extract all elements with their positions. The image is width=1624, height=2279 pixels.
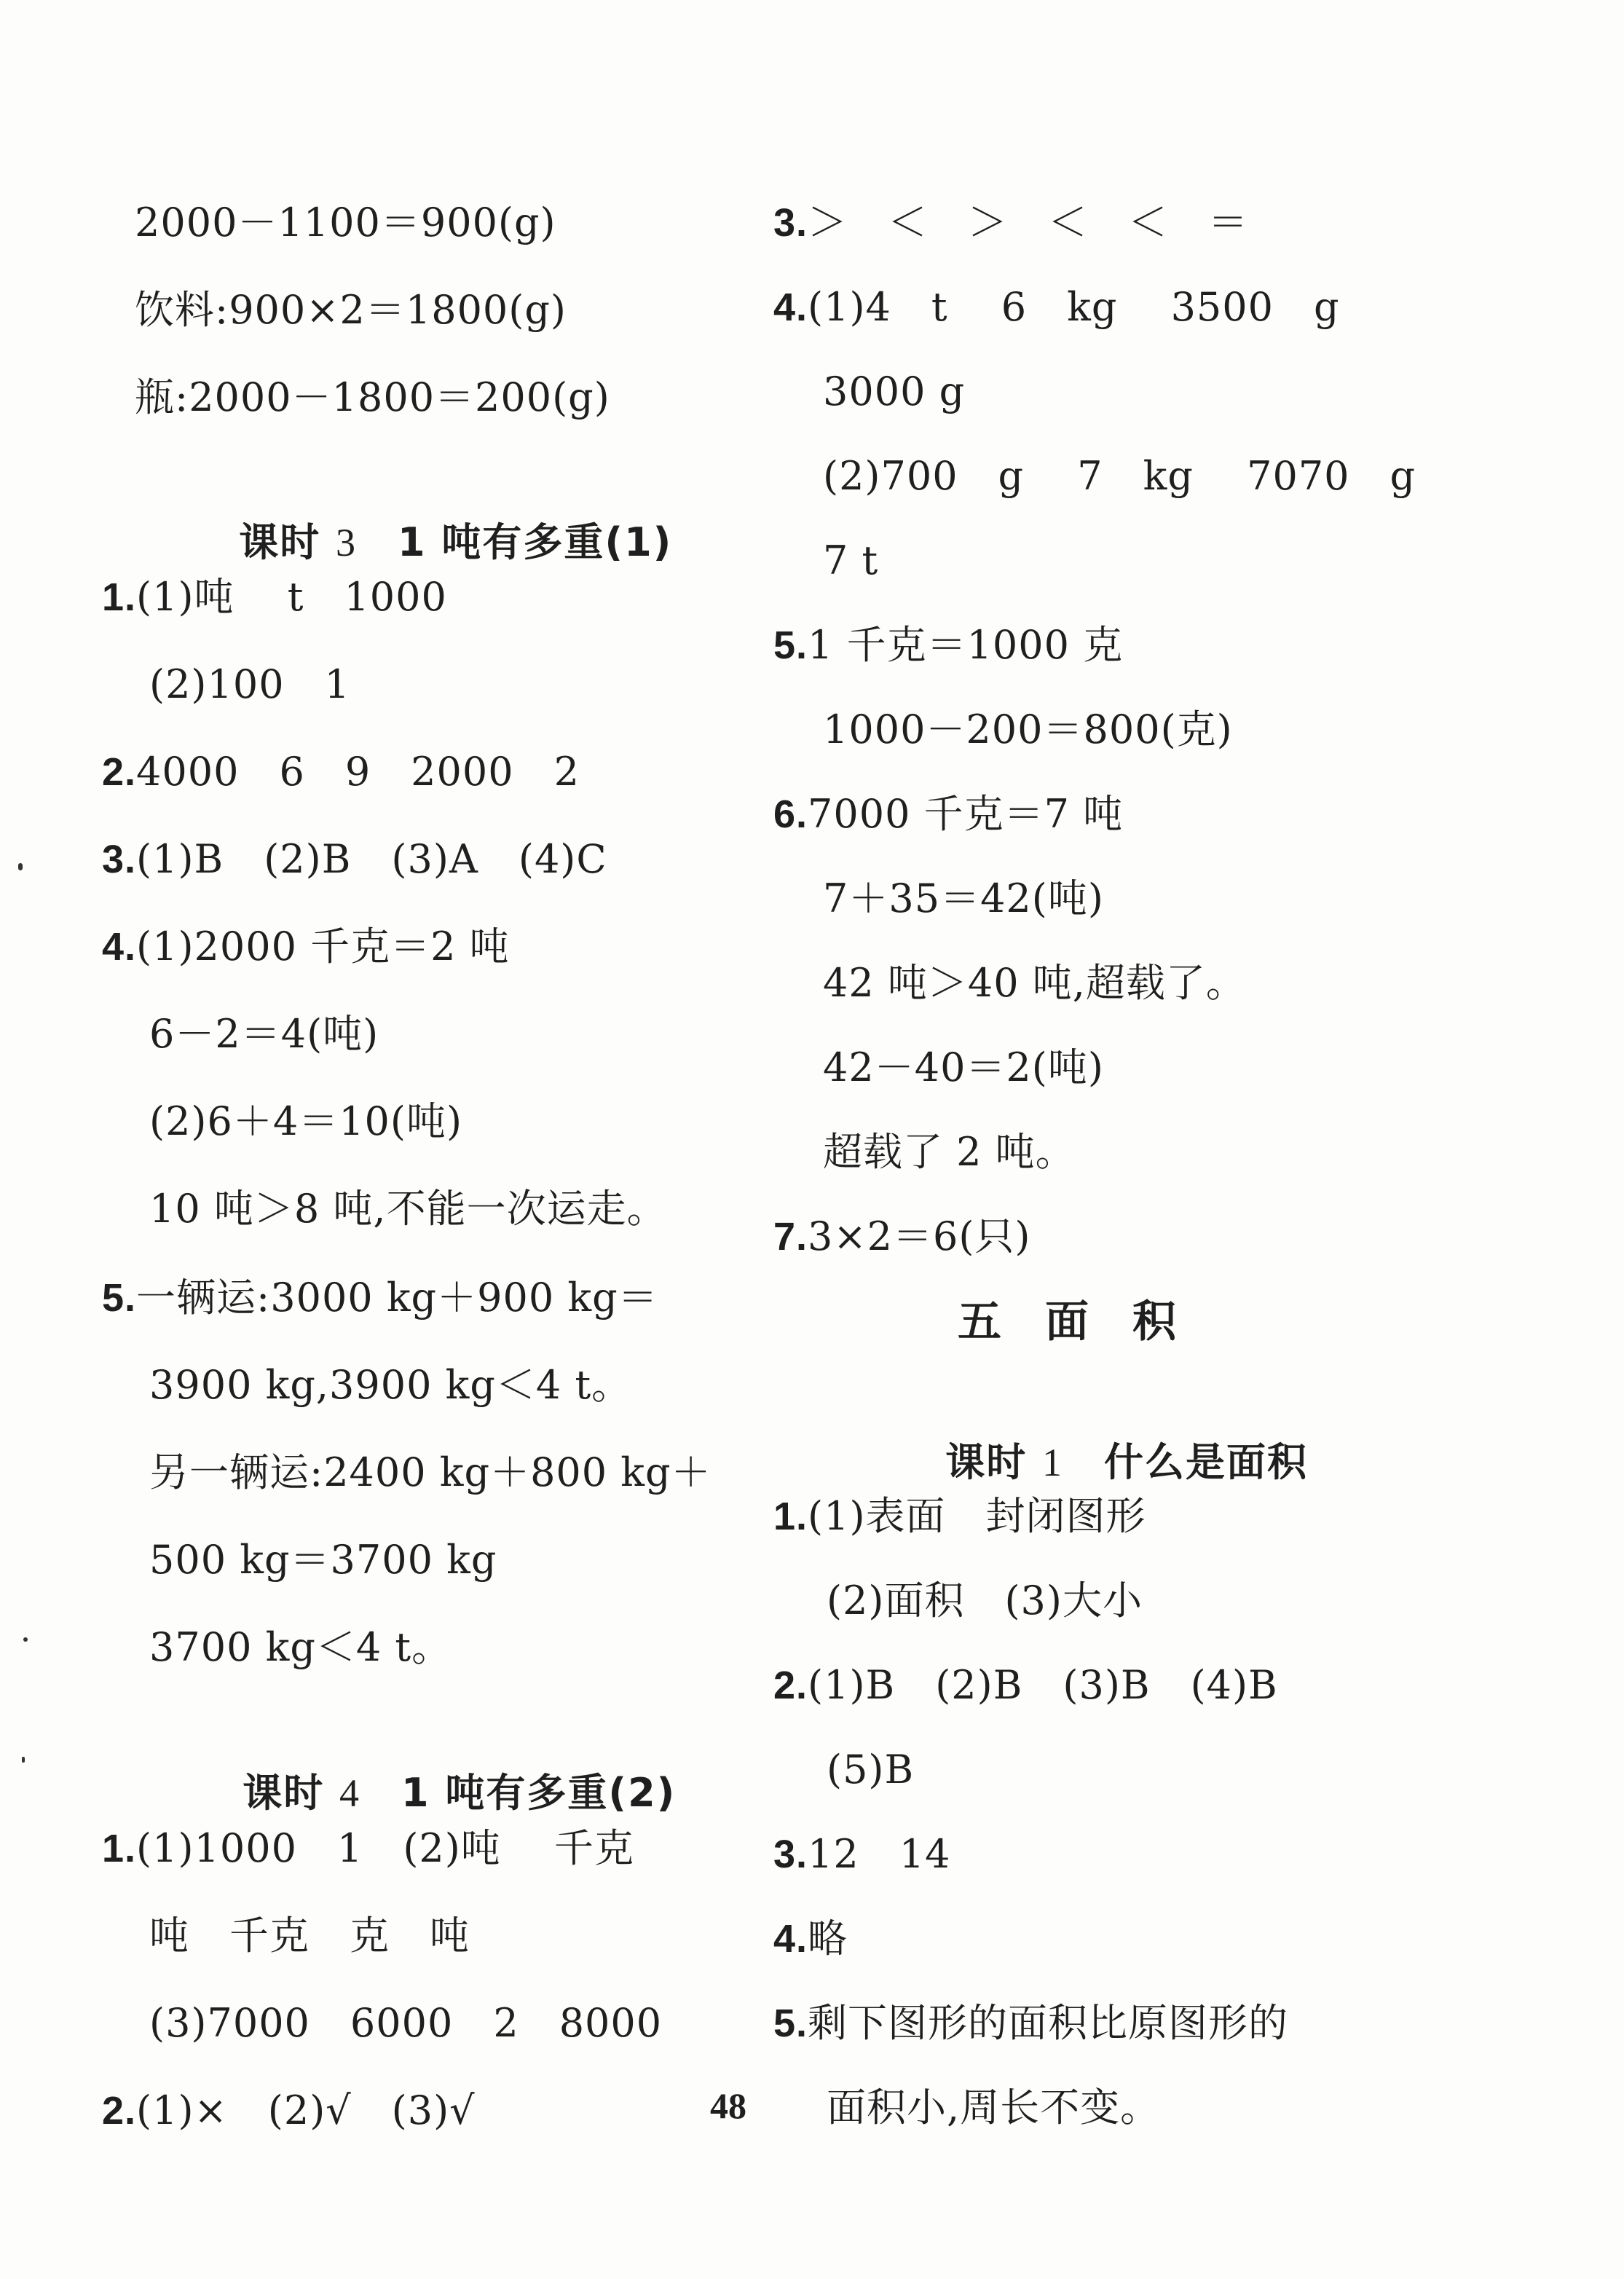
lesson-title: 什么是面积	[1104, 1439, 1309, 1485]
answer-line: 500 kg＝3700 kg	[149, 1537, 497, 1583]
scan-speck	[18, 863, 23, 870]
question-item	[773, 1215, 1031, 1259]
question-answer: 4000 6 9 2000 2	[136, 749, 580, 795]
question-number: 4.	[102, 925, 137, 969]
lesson-number: 1	[1042, 1441, 1064, 1484]
lesson-number: 4	[339, 1771, 361, 1815]
question-answer: (1)4 t 6 kg 3500 g	[808, 284, 1340, 330]
question-answer: (1)1000 1 (2)吨 千克	[136, 1825, 634, 1871]
question-item	[773, 2001, 1288, 2045]
question-item	[773, 1495, 1146, 1538]
answer-line: 超载了 2 吨。	[823, 1129, 1076, 1175]
question-answer: 3×2＝6(只)	[808, 1213, 1031, 1259]
question-answer: (1)B (2)B (3)A (4)C	[136, 836, 607, 882]
question-item	[102, 750, 580, 794]
question-item	[102, 925, 510, 969]
lesson-label: 课时	[239, 519, 321, 565]
answer-line: 2000－1100＝900(g)	[135, 200, 556, 245]
question-number: 3.	[102, 838, 137, 881]
question-number: 4.	[773, 1917, 808, 1961]
question-item	[102, 1276, 658, 1320]
answer-line: 吨 千克 克 吨	[149, 1913, 470, 1959]
question-number: 2.	[773, 1664, 808, 1707]
question-number: 3.	[773, 1833, 808, 1876]
question-number: 4.	[773, 286, 808, 329]
question-answer: 一辆运:3000 kg＋900 kg＝	[136, 1275, 658, 1320]
question-number: 5.	[773, 623, 808, 667]
question-number: 1.	[102, 575, 137, 619]
question-item	[773, 201, 1248, 245]
question-answer: (1)表面 封闭图形	[808, 1493, 1146, 1539]
question-number: 6.	[773, 792, 808, 836]
question-item	[102, 2089, 476, 2133]
answer-line: (2)6＋4＝10(吨)	[149, 1098, 463, 1144]
question-answer: (1)B (2)B (3)B (4)B	[808, 1662, 1278, 1708]
lesson-label: 课时	[945, 1439, 1028, 1485]
answer-line: 6－2＝4(吨)	[149, 1011, 379, 1057]
question-number: 5.	[773, 2001, 808, 2045]
answer-line: 瓶:2000－1800＝200(g)	[135, 374, 610, 420]
question-number: 1.	[102, 1827, 137, 1870]
question-item	[773, 286, 1340, 329]
answer-line: 7＋35＝42(吨)	[823, 875, 1104, 921]
question-number: 2.	[102, 750, 137, 794]
question-number: 1.	[773, 1495, 808, 1538]
answer-line: 42－40＝2(吨)	[823, 1044, 1104, 1090]
question-answer: (1)2000 千克＝2 吨	[136, 924, 510, 969]
answer-line: 7 t	[823, 538, 879, 583]
page-number: 48	[710, 2085, 746, 2126]
question-answer: 略	[808, 1916, 848, 1961]
answer-line: 3700 kg＜4 t。	[149, 1624, 452, 1670]
question-item	[102, 1827, 634, 1870]
lesson-label: 课时	[243, 1770, 325, 1816]
question-number: 2.	[102, 2089, 137, 2133]
question-answer: 1 千克＝1000 克	[808, 622, 1124, 668]
unit-title: 五面积	[958, 1296, 1220, 1347]
question-item	[773, 623, 1123, 667]
lesson-title: 1 吨有多重(1)	[398, 519, 673, 565]
answer-line: 42 吨＞40 吨,超载了。	[823, 960, 1246, 1006]
question-item	[102, 838, 607, 881]
question-number: 5.	[102, 1276, 137, 1320]
lesson-title: 1 吨有多重(2)	[401, 1770, 677, 1816]
question-item	[773, 1664, 1278, 1707]
answer-line: 10 吨＞8 吨,不能一次运走。	[149, 1186, 667, 1232]
question-number: 7.	[773, 1215, 808, 1259]
lesson-number: 3	[336, 521, 358, 564]
answer-line: 面积小,周长不变。	[827, 2085, 1161, 2130]
answer-line: 3000 g	[823, 369, 966, 414]
question-answer: (1)× (2)√ (3)√	[136, 2087, 476, 2133]
answer-line: 3900 kg,3900 kg＜4 t。	[149, 1362, 632, 1408]
question-item	[773, 792, 1123, 836]
question-answer: 12 14	[808, 1831, 951, 1877]
question-number: 3.	[773, 201, 808, 245]
answer-line: 另一辆运:2400 kg＋800 kg＋	[149, 1449, 712, 1495]
answer-line: (5)B	[827, 1747, 915, 1792]
answer-line: (2)700 g 7 kg 7070 g	[823, 453, 1416, 499]
answer-line: (2)100 1	[149, 661, 350, 707]
scan-speck	[23, 1637, 28, 1642]
scan-speck	[22, 1757, 25, 1763]
question-item	[773, 1917, 848, 1961]
question-answer: 7000 千克＝7 吨	[808, 791, 1124, 837]
question-answer: ＞ ＜ ＞ ＜ ＜ ＝	[808, 200, 1249, 245]
answer-line: (2)面积 (3)大小	[827, 1578, 1143, 1623]
answer-line: 1000－200＝800(克)	[823, 706, 1233, 752]
answer-line: 饮料:900×2＝1800(g)	[135, 287, 567, 333]
question-item	[773, 1833, 950, 1876]
question-item	[102, 575, 447, 619]
question-answer: 剩下图形的面积比原图形的	[808, 2000, 1289, 2046]
answer-line: (3)7000 6000 2 8000	[149, 2000, 663, 2046]
question-answer: (1)吨 t 1000	[136, 574, 447, 620]
